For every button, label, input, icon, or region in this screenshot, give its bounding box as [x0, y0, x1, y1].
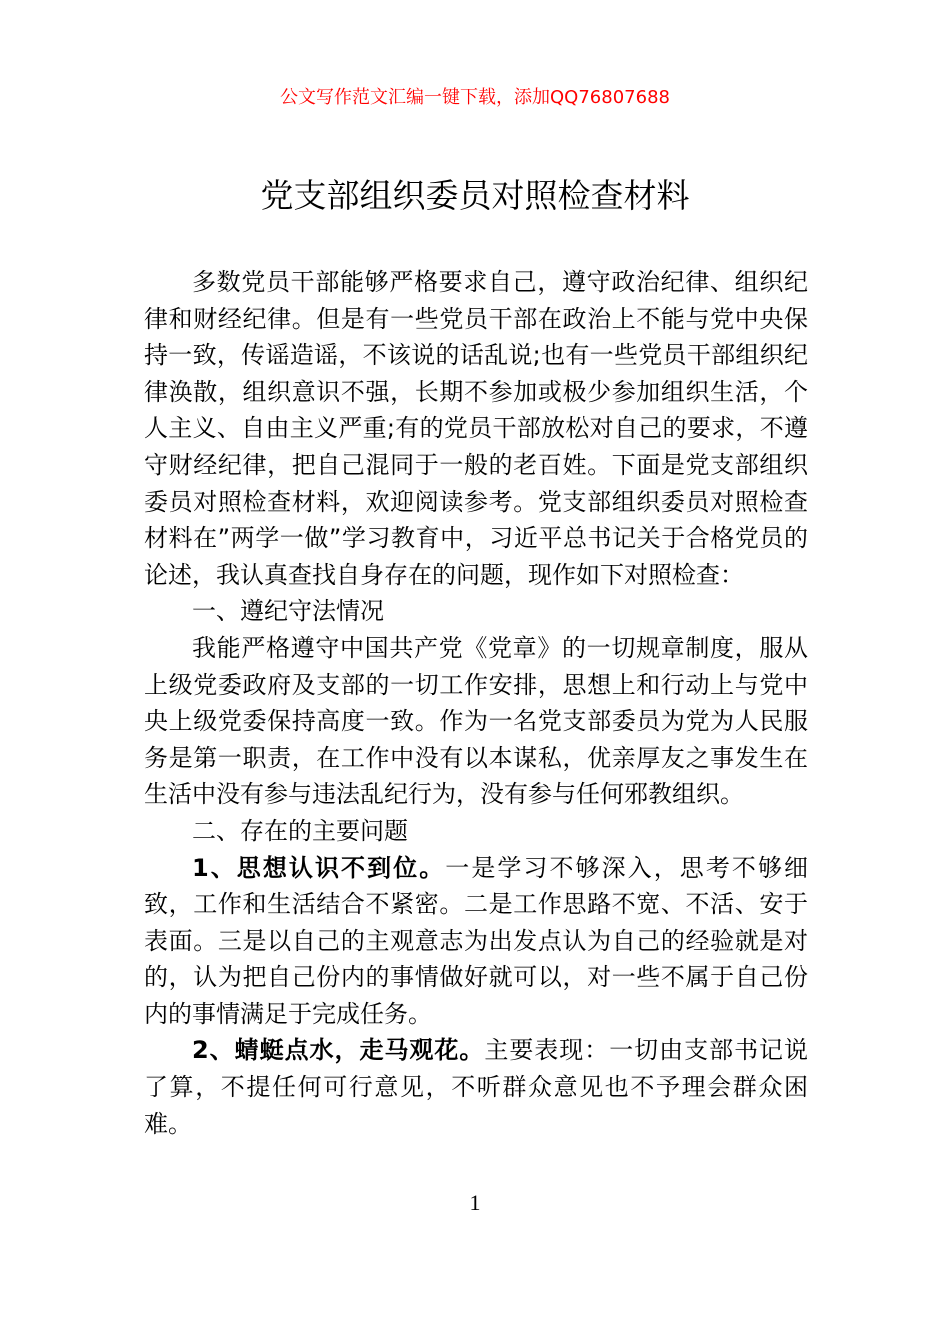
intro-paragraph: 多数党员干部能够严格要求自己，遵守政治纪律、组织纪律和财经纪律。但是有一些党员干部在政治上不能与党中央保持一致，传谣造谣，不该说的话乱说;也有一些党员干部组织纪律涣散，组织意识不强，长期不参加或极少参加组织生活，个人主义、自由主义严重;有的党员干部放松对自己的要求，不遵守财经纪律，把自己混同于一般的老百姓。下面是党支部组织委员对照检查材料，欢迎阅读参考。党支部组织委员对照检查材料在”两学一做”学习教育中，习近平总书记关于合格党员的论述，我认真查找自身存在的问题，现作如下对照检查： — [144, 268, 808, 589]
document-body — [144, 264, 808, 1142]
section-heading-2: 二、存在的主要问题 — [192, 816, 408, 845]
document-title: 党支部组织委员对照检查材料 — [260, 176, 690, 215]
problem-item-2-text: 主要表现：一切由支部书记说了算，不提任何可行意见，不听群众意见也不予理会群众困难。 — [144, 1036, 809, 1138]
problem-item-1 — [144, 850, 808, 1033]
header-download-note: 公文写作范文汇编一键下载，添加QQ76807688 — [280, 87, 670, 108]
problem-item-2 — [144, 1032, 808, 1142]
problem-item-1-lead: 1、思想认识不到位。 — [192, 853, 446, 882]
section-heading-1: 一、遵纪守法情况 — [192, 597, 384, 626]
problem-item-1-text: 一是学习不够深入，思考不够细致，工作和生活结合不紧密。二是工作思路不宽、不活、安于表面。三是以自己的主观意志为出发点认为自己的经验就是对的，认为把自己份内的事情做好就可以，对一些不属于自己份内的事情满足于完成任务。 — [144, 853, 808, 1028]
problem-item-2-lead: 2、蜻蜓点水，走马观花。 — [192, 1036, 485, 1065]
page-number: 1 — [469, 1190, 481, 1215]
section-1-paragraph: 我能严格遵守中国共产党《党章》的一切规章制度，服从上级党委政府及支部的一切工作安排，思想上和行动上与党中央上级党委保持高度一致。作为一名党支部委员为党为人民服务是第一职责，在工作中没有以本谋私，优亲厚友之事发生在生活中没有参与违法乱纪行为，没有参与任何邪教组织。 — [144, 633, 808, 809]
